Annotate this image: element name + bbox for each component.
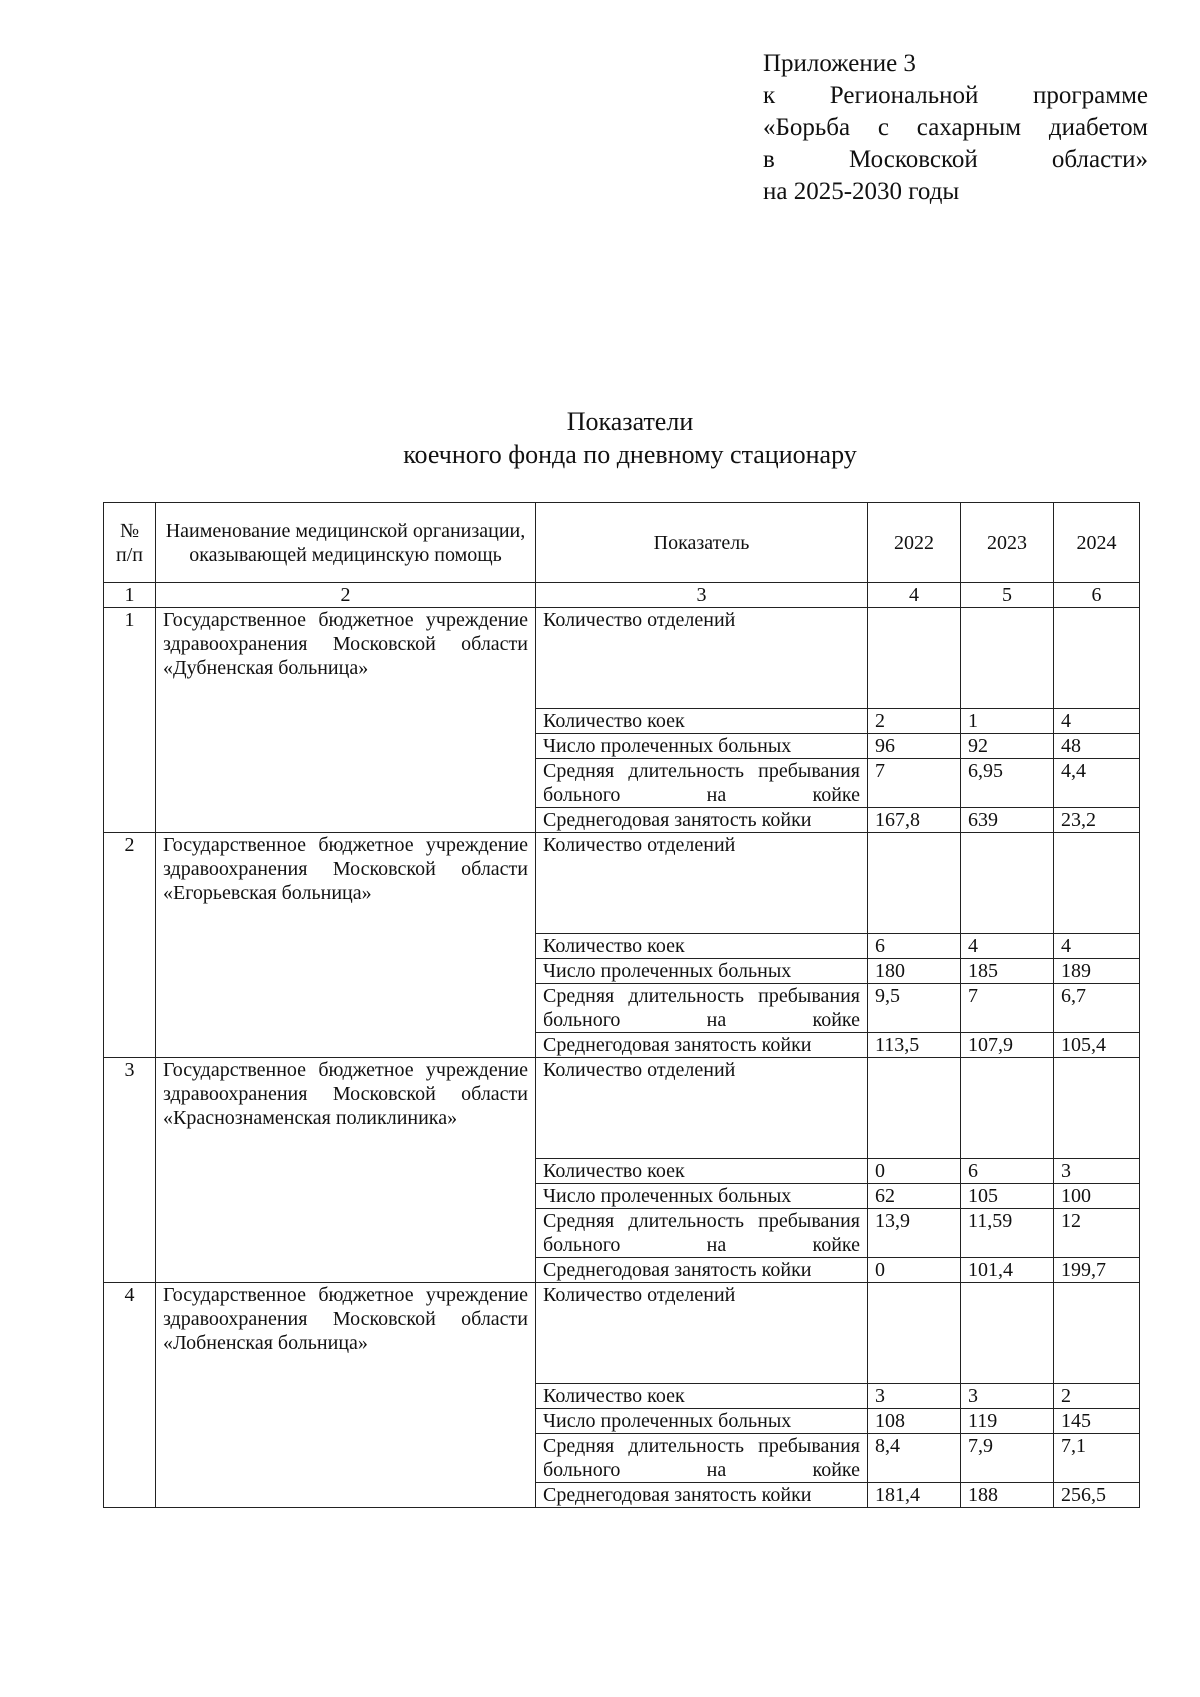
value-cell xyxy=(868,1283,961,1384)
value-cell xyxy=(868,833,961,934)
value-cell: 101,4 xyxy=(961,1258,1054,1283)
value-cell: 7 xyxy=(868,759,961,808)
indicator-cell: Число пролеченных больных xyxy=(536,959,868,984)
value-cell: 0 xyxy=(868,1258,961,1283)
value-cell xyxy=(961,1058,1054,1159)
value-cell: 113,5 xyxy=(868,1033,961,1058)
indicator-cell: Среднегодовая занятость койки xyxy=(536,1258,868,1283)
value-cell: 8,4 xyxy=(868,1434,961,1483)
indicator-cell: Средняя длительность пребывания больного на койке xyxy=(536,1209,868,1258)
indicator-cell: Количество отделений xyxy=(536,1058,868,1159)
value-cell: 7,9 xyxy=(961,1434,1054,1483)
value-cell: 48 xyxy=(1054,734,1140,759)
row-number-cell: 2 xyxy=(104,833,156,1058)
value-cell: 199,7 xyxy=(1054,1258,1140,1283)
appendix-note xyxy=(763,48,1148,208)
table-row xyxy=(104,833,1140,934)
appendix-line: к Региональной программе xyxy=(763,82,1148,109)
value-cell: 1 xyxy=(961,709,1054,734)
value-cell: 145 xyxy=(1054,1409,1140,1434)
appendix-line: в Московской области» xyxy=(763,146,1148,173)
value-cell: 100 xyxy=(1054,1184,1140,1209)
indicator-cell: Число пролеченных больных xyxy=(536,1184,868,1209)
value-cell: 181,4 xyxy=(868,1483,961,1508)
value-cell: 639 xyxy=(961,808,1054,833)
value-cell: 107,9 xyxy=(961,1033,1054,1058)
indicator-cell: Количество коек xyxy=(536,934,868,959)
value-cell: 189 xyxy=(1054,959,1140,984)
value-cell: 6 xyxy=(961,1159,1054,1184)
value-cell: 167,8 xyxy=(868,808,961,833)
table-row xyxy=(104,608,1140,709)
title-line-2: коечного фонда по дневному стационару xyxy=(403,440,857,469)
value-cell: 3 xyxy=(868,1384,961,1409)
column-number: 5 xyxy=(961,583,1054,608)
value-cell xyxy=(868,1058,961,1159)
value-cell: 92 xyxy=(961,734,1054,759)
value-cell xyxy=(1054,833,1140,934)
title-line-1: Показатели xyxy=(566,407,694,436)
indicator-cell: Среднегодовая занятость койки xyxy=(536,808,868,833)
table-row xyxy=(104,1283,1140,1384)
value-cell: 23,2 xyxy=(1054,808,1140,833)
indicator-cell: Количество коек xyxy=(536,1159,868,1184)
header-year-2024: 2024 xyxy=(1054,503,1140,583)
value-cell: 256,5 xyxy=(1054,1483,1140,1508)
appendix-line: Приложение 3 xyxy=(763,50,916,77)
value-cell: 0 xyxy=(868,1159,961,1184)
value-cell: 6,7 xyxy=(1054,984,1140,1033)
indicator-cell: Средняя длительность пребывания больного на койке xyxy=(536,759,868,808)
indicator-cell: Количество коек xyxy=(536,1384,868,1409)
indicator-cell: Средняя длительность пребывания больного на койке xyxy=(536,984,868,1033)
indicator-cell: Количество отделений xyxy=(536,608,868,709)
value-cell xyxy=(961,1283,1054,1384)
value-cell xyxy=(961,833,1054,934)
indicator-cell: Среднегодовая занятость койки xyxy=(536,1483,868,1508)
value-cell: 4,4 xyxy=(1054,759,1140,808)
header-indicator: Показатель xyxy=(536,503,868,583)
indicator-cell: Число пролеченных больных xyxy=(536,734,868,759)
value-cell: 3 xyxy=(1054,1159,1140,1184)
column-number: 6 xyxy=(1054,583,1140,608)
indicator-cell: Количество коек xyxy=(536,709,868,734)
value-cell: 4 xyxy=(1054,934,1140,959)
value-cell: 105,4 xyxy=(1054,1033,1140,1058)
value-cell: 11,59 xyxy=(961,1209,1054,1258)
indicator-cell: Число пролеченных больных xyxy=(536,1409,868,1434)
row-number-cell: 4 xyxy=(104,1283,156,1508)
value-cell: 12 xyxy=(1054,1209,1140,1258)
value-cell: 105 xyxy=(961,1184,1054,1209)
document-title xyxy=(330,405,930,471)
bed-fund-table xyxy=(103,502,1140,1508)
column-number: 3 xyxy=(536,583,868,608)
indicator-cell: Количество отделений xyxy=(536,833,868,934)
table-row xyxy=(104,1058,1140,1159)
value-cell: 185 xyxy=(961,959,1054,984)
row-number-cell: 3 xyxy=(104,1058,156,1283)
value-cell xyxy=(961,608,1054,709)
value-cell: 119 xyxy=(961,1409,1054,1434)
organization-name-cell: Государственное бюджетное учреждение здравоохранения Московской области «Лобненская больница» xyxy=(156,1283,536,1508)
table-body xyxy=(104,608,1140,1508)
indicator-cell: Средняя длительность пребывания больного на койке xyxy=(536,1434,868,1483)
value-cell: 2 xyxy=(868,709,961,734)
appendix-line: «Борьба с сахарным диабетом xyxy=(763,114,1148,141)
value-cell: 7,1 xyxy=(1054,1434,1140,1483)
value-cell: 4 xyxy=(1054,709,1140,734)
column-number: 1 xyxy=(104,583,156,608)
column-number: 4 xyxy=(868,583,961,608)
column-number: 2 xyxy=(156,583,536,608)
value-cell xyxy=(1054,1058,1140,1159)
value-cell: 180 xyxy=(868,959,961,984)
header-no: № п/п xyxy=(104,503,156,583)
indicator-cell: Среднегодовая занятость койки xyxy=(536,1033,868,1058)
row-number-cell: 1 xyxy=(104,608,156,833)
value-cell xyxy=(1054,1283,1140,1384)
value-cell: 2 xyxy=(1054,1384,1140,1409)
value-cell: 188 xyxy=(961,1483,1054,1508)
value-cell: 96 xyxy=(868,734,961,759)
value-cell: 13,9 xyxy=(868,1209,961,1258)
value-cell: 4 xyxy=(961,934,1054,959)
organization-name-cell: Государственное бюджетное учреждение здравоохранения Московской области «Егорьевская больница» xyxy=(156,833,536,1058)
value-cell: 6 xyxy=(868,934,961,959)
value-cell xyxy=(868,608,961,709)
value-cell: 9,5 xyxy=(868,984,961,1033)
value-cell xyxy=(1054,608,1140,709)
header-org: Наименование медицинской организации, оказывающей медицинскую помощь xyxy=(156,503,536,583)
header-year-2023: 2023 xyxy=(961,503,1054,583)
value-cell: 108 xyxy=(868,1409,961,1434)
organization-name-cell: Государственное бюджетное учреждение здравоохранения Московской области «Краснознаменская поликлиника» xyxy=(156,1058,536,1283)
header-year-2022: 2022 xyxy=(868,503,961,583)
value-cell: 7 xyxy=(961,984,1054,1033)
organization-name-cell: Государственное бюджетное учреждение здравоохранения Московской области «Дубненская больница» xyxy=(156,608,536,833)
appendix-line: на 2025-2030 годы xyxy=(763,178,960,205)
column-number-row xyxy=(104,583,1140,608)
header-row xyxy=(104,503,1140,583)
value-cell: 3 xyxy=(961,1384,1054,1409)
indicator-cell: Количество отделений xyxy=(536,1283,868,1384)
value-cell: 6,95 xyxy=(961,759,1054,808)
value-cell: 62 xyxy=(868,1184,961,1209)
